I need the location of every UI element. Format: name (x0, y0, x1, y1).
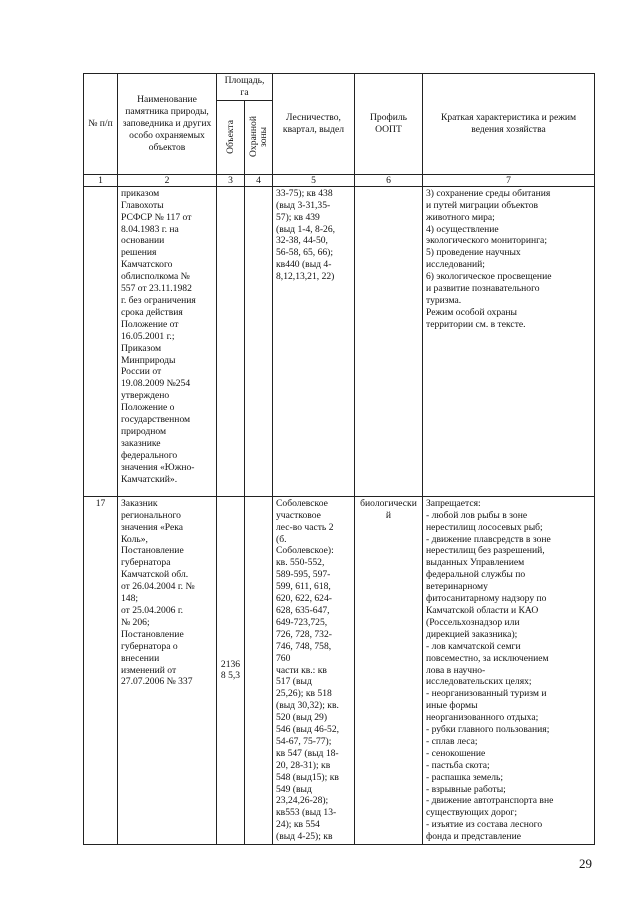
text-line: кв440 (выд 4- (276, 259, 332, 271)
page-number: 29 (579, 856, 592, 871)
text-line: - движение плавсредств в зоне (426, 533, 551, 545)
column-number-row (84, 174, 595, 186)
text-line: Камчатского (121, 259, 173, 271)
text-line: Постановление (121, 545, 184, 557)
text-line: 746, 748, 758, (276, 640, 332, 652)
text-line: 557 от 23.11.1982 (121, 283, 192, 295)
text-line: срока действия (121, 306, 183, 318)
text-line: 649-723,725, (276, 616, 328, 628)
text-line: и путей миграции объектов (426, 199, 539, 211)
text-line: лова в научно- (426, 664, 486, 676)
text-line: 20, 28-31); кв (276, 759, 331, 771)
text-line: 5) проведение научных (426, 247, 521, 259)
text-line: 32-38, 44-50, (276, 235, 328, 247)
column-number: 5 (273, 174, 355, 186)
text-line: кв 547 (выд 18- (276, 747, 339, 759)
text-line: части кв.: кв (276, 664, 327, 676)
text-line: 8.04.1983 г. на (121, 223, 179, 235)
text-line: лес-во часть 2 (276, 521, 334, 533)
text-line: 56-58, 65, 66); (276, 247, 334, 259)
column-number: 6 (355, 174, 423, 186)
text-line: губернатора о (121, 640, 178, 652)
header-profile: Профиль ООПТ (355, 74, 423, 175)
text-line: - распашка земель; (426, 771, 504, 783)
text-line: (выд 3-31,35- (276, 199, 331, 211)
header-num: № п/п (84, 74, 118, 175)
text-line: туризма. (426, 294, 462, 306)
text-line: - сплав леса; (426, 735, 478, 747)
text-line: 54-67, 75-77); (276, 735, 332, 747)
text-line: заказнике (121, 437, 161, 449)
text-line: Приказом (121, 342, 162, 354)
text-line: Главохоты (121, 199, 164, 211)
text-line: РСФСР № 117 от (121, 211, 192, 223)
text-line: - любой лов рыбы в зоне (426, 509, 528, 521)
text-line: - движение автотранспорта вне (426, 795, 554, 807)
text-line: от 25.04.2006 г. (121, 604, 184, 616)
protected-areas-table (83, 73, 595, 845)
text-line: дирекцией заказника); (426, 628, 518, 640)
text-line: экологического мониторинга; (426, 235, 547, 247)
text-line: 16.05.2001 г.; (121, 330, 175, 342)
text-line: (выд 30,32); кв. (276, 700, 339, 712)
area-buffer (245, 496, 273, 844)
text-line: 517 (выд (276, 676, 312, 688)
area-object (217, 186, 245, 496)
text-line: повсеместно, за исключением (426, 652, 549, 664)
text-line: (Россельхознадзор или (426, 616, 520, 628)
text-line: - изъятие из состава лесного (426, 819, 543, 831)
text-line: (выд 4-25); кв (276, 831, 333, 843)
text-line: Режим особой охраны (426, 306, 517, 318)
column-number: 3 (217, 174, 245, 186)
header-description: Краткая характеристика и режим ведения хозяйства (423, 74, 595, 175)
text-line: 24); кв 554 (276, 819, 320, 831)
text-line: 27.07.2006 № 337 (121, 676, 193, 688)
text-line: 148; (121, 593, 139, 605)
text-line: решения (121, 247, 157, 259)
profile (355, 186, 423, 496)
text-line: губернатора (121, 557, 171, 569)
text-line: исследовательских целях; (426, 676, 532, 688)
header-area: Площадь, га (217, 74, 273, 101)
header-name: Наименование памятника природы, заповедника и других особо охраняемых объектов (118, 74, 217, 175)
text-line: (выд 1-4, 8-26, (276, 223, 336, 235)
text-line: ветеринарному (426, 581, 488, 593)
text-line: 546 (выд 46-52, (276, 724, 340, 736)
text-line: основании (121, 235, 165, 247)
column-number: 4 (245, 174, 273, 186)
text-line: Коль», (121, 533, 148, 545)
text-line: приказом (121, 187, 160, 199)
area-object: 21368 5,3 (217, 496, 245, 844)
text-line: значения «Южно- (121, 461, 195, 473)
text-line: - рубки главного пользования; (426, 724, 550, 736)
text-line: 57); кв 439 (276, 211, 320, 223)
forestry-quarters (273, 496, 355, 844)
text-line: Камчатский». (121, 473, 178, 485)
text-line: изменений от (121, 664, 177, 676)
text-line: - сенокошение (426, 747, 486, 759)
text-line: регионального (121, 509, 181, 521)
forestry-quarters (273, 186, 355, 496)
text-line: 6) экологическое просвещение (426, 271, 552, 283)
text-line: Заказник (121, 497, 158, 509)
object-name (118, 496, 217, 844)
text-line: 8,12,13,21, 22) (276, 271, 335, 283)
table-row (84, 186, 595, 496)
text-line: 620, 622, 624- (276, 593, 332, 605)
text-line: кв. 550-552, (276, 557, 325, 569)
text-line: Соболевское): (276, 545, 334, 557)
text-line: (б. (276, 533, 287, 545)
text-line: 726, 728, 732- (276, 628, 332, 640)
text-line: 549 (выд (276, 783, 312, 795)
header-area-object: Объекта (217, 100, 245, 174)
text-line: участковое (276, 509, 321, 521)
area-buffer (245, 186, 273, 496)
header-area-buffer: Охранной зоны (245, 100, 273, 174)
text-line: иные формы (426, 700, 478, 712)
text-line: 3) сохранение среды обитания (426, 187, 551, 199)
text-line: и развитие познавательного (426, 283, 540, 295)
text-line: Камчатской обл. (121, 569, 189, 581)
text-line: России от (121, 366, 162, 378)
text-line: 520 (выд 29) (276, 712, 328, 724)
text-line: федеральной службы по (426, 569, 526, 581)
text-line: 589-595, 597- (276, 569, 331, 581)
text-line: - лов камчатской семги (426, 640, 521, 652)
description (423, 496, 595, 844)
description (423, 186, 595, 496)
text-line: - пастьба скота; (426, 759, 490, 771)
object-name (118, 186, 217, 496)
text-line: кв553 (выд 13- (276, 807, 337, 819)
text-line: неорганизованного отдыха; (426, 712, 539, 724)
text-line: внесении (121, 652, 160, 664)
text-line: 19.08.2009 №254 (121, 378, 191, 390)
text-line: Положение о (121, 402, 175, 414)
text-line: исследований; (426, 259, 485, 271)
text-line: 599, 611, 618, (276, 581, 331, 593)
text-line: существующих дорог; (426, 807, 518, 819)
text-line: значения «Река (121, 521, 183, 533)
text-line: г. без ограничения (121, 294, 196, 306)
text-line: территории см. в тексте. (426, 318, 526, 330)
text-line: выданных Управлением (426, 557, 525, 569)
column-number: 1 (84, 174, 118, 186)
text-line: Запрещается: (426, 497, 481, 509)
row-number: 17 (84, 496, 118, 844)
text-line: Камчатской области и КАО (426, 604, 539, 616)
text-line: нерестилищ лососевых рыб; (426, 521, 543, 533)
text-line: фонда и представление (426, 831, 521, 843)
text-line: облисполкома № (121, 271, 190, 283)
text-line: 25,26); кв 518 (276, 688, 332, 700)
text-line: государственном (121, 414, 191, 426)
text-line: от 26.04.2004 г. № (121, 581, 195, 593)
text-line: федерального (121, 449, 178, 461)
text-line: Минприроды (121, 354, 176, 366)
column-number: 7 (423, 174, 595, 186)
text-line: 628, 635-647, (276, 604, 330, 616)
text-line: - взрывные работы; (426, 783, 506, 795)
text-line: - неорганизованный туризм и (426, 688, 547, 700)
text-line: № 206; (121, 616, 150, 628)
text-line: 760 (276, 652, 291, 664)
text-line: 4) осуществление (426, 223, 499, 235)
text-line: Постановление (121, 628, 184, 640)
table-row (84, 496, 595, 844)
text-line: животного мира; (426, 211, 495, 223)
column-number: 2 (118, 174, 217, 186)
profile: биологический (355, 496, 423, 844)
row-number (84, 186, 118, 496)
text-line: Соболевское (276, 497, 328, 509)
text-line: 23,24,26-28); (276, 795, 329, 807)
text-line: 33-75); кв 438 (276, 187, 333, 199)
text-line: 548 (выд15); кв (276, 771, 339, 783)
header-forestry: Лесничество, квартал, выдел (273, 74, 355, 175)
text-line: нерестилищ без разрешений, (426, 545, 545, 557)
text-line: утверждено (121, 390, 170, 402)
text-line: фитосанитарному надзору по (426, 593, 547, 605)
text-line: природном (121, 425, 167, 437)
text-line: Положение от (121, 318, 179, 330)
